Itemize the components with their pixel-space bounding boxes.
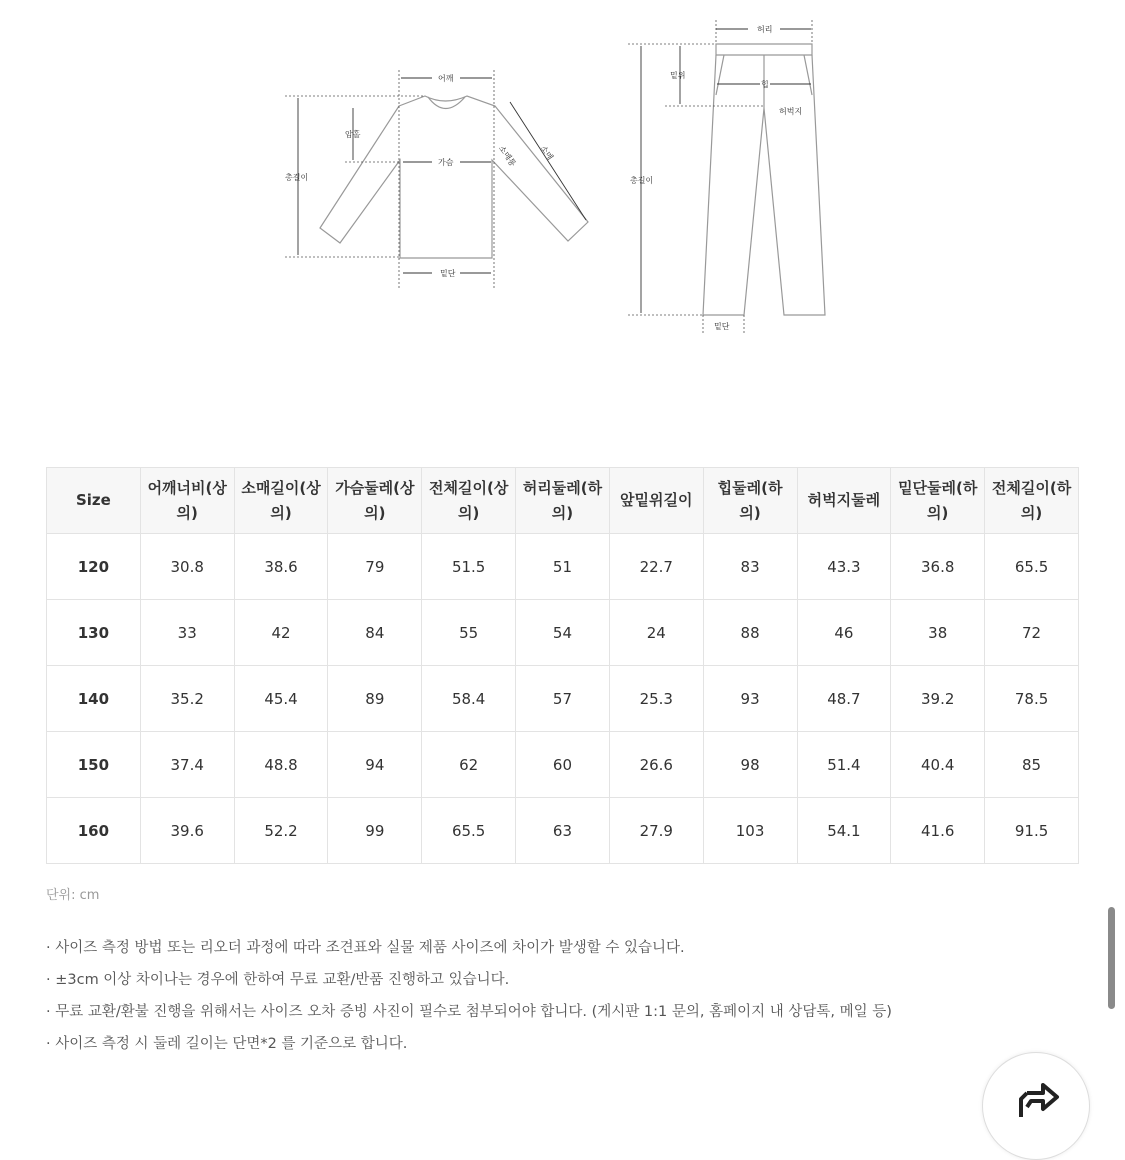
- table-cell: 38.6: [234, 534, 328, 600]
- table-cell: 98: [703, 732, 797, 798]
- top-garment-drawing: [320, 96, 588, 258]
- table-cell: 62: [422, 732, 516, 798]
- table-row: [47, 732, 1079, 798]
- table-cell: 91.5: [985, 798, 1079, 864]
- table-cell: 51: [516, 534, 610, 600]
- table-cell: 30.8: [140, 534, 234, 600]
- table-cell: 72: [985, 600, 1079, 666]
- size-table: [46, 467, 1079, 864]
- note-item: · ±3cm 이상 차이나는 경우에 한하여 무료 교환/반품 진행하고 있습니다.: [46, 972, 510, 988]
- label-sleeve-width: 소매통: [496, 143, 518, 169]
- column-header: 소매길이(상의): [234, 468, 328, 534]
- label-top-total-length: 총길이: [285, 173, 309, 182]
- table-cell: 94: [328, 732, 422, 798]
- column-header: 어깨너비(상의): [140, 468, 234, 534]
- size-cell: 160: [47, 798, 141, 864]
- table-cell: 48.7: [797, 666, 891, 732]
- column-header: 전체길이(상의): [422, 468, 516, 534]
- column-header: 허벅지둘레: [797, 468, 891, 534]
- table-cell: 35.2: [140, 666, 234, 732]
- label-armhole: 암홀: [345, 130, 361, 139]
- table-cell: 24: [609, 600, 703, 666]
- table-cell: 54.1: [797, 798, 891, 864]
- table-cell: 39.6: [140, 798, 234, 864]
- label-bottom-hem: 밑단: [714, 322, 730, 331]
- table-cell: 65.5: [422, 798, 516, 864]
- table-cell: 60: [516, 732, 610, 798]
- table-cell: 55: [422, 600, 516, 666]
- share-button[interactable]: [982, 1052, 1090, 1160]
- table-cell: 99: [328, 798, 422, 864]
- table-row: [47, 534, 1079, 600]
- label-bottom-total-length: 총길이: [630, 176, 654, 185]
- table-cell: 27.9: [609, 798, 703, 864]
- label-shoulder: 어깨: [438, 74, 454, 83]
- table-cell: 88: [703, 600, 797, 666]
- table-cell: 46: [797, 600, 891, 666]
- table-row: [47, 600, 1079, 666]
- size-cell: 140: [47, 666, 141, 732]
- table-cell: 39.2: [891, 666, 985, 732]
- label-top-hem: 밑단: [440, 269, 456, 278]
- size-diagram: [0, 0, 1125, 345]
- column-header: 가슴둘레(상의): [328, 468, 422, 534]
- column-header: Size: [47, 468, 141, 534]
- table-cell: 65.5: [985, 534, 1079, 600]
- table-cell: 26.6: [609, 732, 703, 798]
- table-cell: 45.4: [234, 666, 328, 732]
- table-row: [47, 798, 1079, 864]
- column-header: 밑단둘레(하의): [891, 468, 985, 534]
- table-cell: 78.5: [985, 666, 1079, 732]
- table-cell: 63: [516, 798, 610, 864]
- table-cell: 54: [516, 600, 610, 666]
- note-item: · 무료 교환/환불 진행을 위해서는 사이즈 오차 증빙 사진이 필수로 첨부되어야 합니다. (게시판 1:1 문의, 홈페이지 내 상담톡, 메일 등): [46, 1004, 892, 1020]
- table-cell: 79: [328, 534, 422, 600]
- column-header: 전체길이(하의): [985, 468, 1079, 534]
- table-cell: 36.8: [891, 534, 985, 600]
- column-header: 앞밑위길이: [609, 468, 703, 534]
- table-row: [47, 666, 1079, 732]
- table-cell: 103: [703, 798, 797, 864]
- notes-list: [46, 936, 892, 1064]
- table-cell: 37.4: [140, 732, 234, 798]
- table-cell: 52.2: [234, 798, 328, 864]
- table-cell: 58.4: [422, 666, 516, 732]
- table-header-row: [47, 468, 1079, 534]
- note-item: · 사이즈 측정 방법 또는 리오더 과정에 따라 조견표와 실물 제품 사이즈에 차이가 발생할 수 있습니다.: [46, 940, 685, 956]
- size-cell: 130: [47, 600, 141, 666]
- table-cell: 25.3: [609, 666, 703, 732]
- label-chest: 가슴: [438, 158, 454, 167]
- table-cell: 41.6: [891, 798, 985, 864]
- table-cell: 48.8: [234, 732, 328, 798]
- column-header: 힙둘레(하의): [703, 468, 797, 534]
- table-cell: 51.4: [797, 732, 891, 798]
- table-cell: 42: [234, 600, 328, 666]
- column-header: 허리둘레(하의): [516, 468, 610, 534]
- unit-label: 단위: cm: [46, 888, 100, 903]
- table-cell: 57: [516, 666, 610, 732]
- label-sleeve: 소매: [538, 143, 555, 162]
- size-cell: 120: [47, 534, 141, 600]
- table-cell: 40.4: [891, 732, 985, 798]
- table-cell: 83: [703, 534, 797, 600]
- scrollbar[interactable]: [1108, 907, 1115, 1009]
- label-hip: 힙: [761, 80, 769, 89]
- table-cell: 38: [891, 600, 985, 666]
- label-rise: 밑위: [670, 71, 686, 80]
- table-cell: 51.5: [422, 534, 516, 600]
- table-cell: 33: [140, 600, 234, 666]
- label-thigh: 허벅지: [779, 107, 803, 116]
- note-item: · 사이즈 측정 시 둘레 길이는 단면*2 를 기준으로 합니다.: [46, 1036, 408, 1052]
- table-cell: 22.7: [609, 534, 703, 600]
- table-cell: 84: [328, 600, 422, 666]
- size-cell: 150: [47, 732, 141, 798]
- table-cell: 89: [328, 666, 422, 732]
- table-cell: 85: [985, 732, 1079, 798]
- table-cell: 93: [703, 666, 797, 732]
- label-waist: 허리: [757, 25, 773, 34]
- share-arrow-icon: [1013, 1079, 1063, 1119]
- table-cell: 43.3: [797, 534, 891, 600]
